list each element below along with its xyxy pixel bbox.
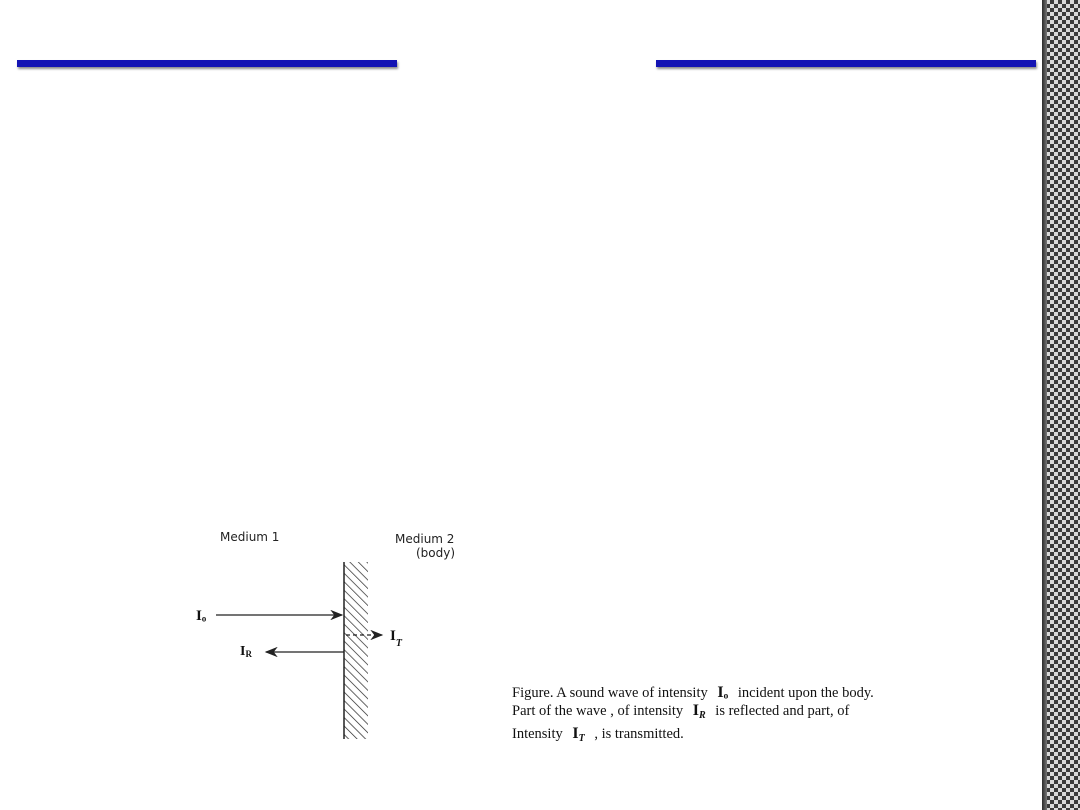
incident-symbol: Iₒ — [717, 684, 729, 701]
caption-line-3 — [512, 725, 982, 748]
caption-text: Intensity — [512, 726, 563, 742]
caption-text: is reflected and part, of — [715, 703, 850, 719]
transmitted-symbol: $I_T$ — [572, 725, 585, 744]
side-strip-edge — [1042, 0, 1047, 810]
medium-2-sublabel: (body) — [416, 546, 456, 560]
body-boundary-hatch — [344, 562, 368, 739]
caption-line-2 — [512, 702, 982, 725]
caption-line-1 — [512, 684, 982, 702]
caption-text: incident upon the body. — [737, 685, 874, 701]
transmitted-intensity-symbol: $I_T$ — [390, 628, 402, 649]
medium-1-label: Medium 1 — [220, 530, 280, 544]
reflection-diagram — [180, 520, 500, 750]
title-underline-right — [656, 60, 1036, 67]
caption-text: , is transmitted. — [594, 726, 684, 742]
caption-text: Figure. A sound wave of intensity — [512, 685, 708, 701]
title-underline-left — [17, 60, 397, 67]
incident-intensity-symbol: Iₒ — [196, 608, 207, 624]
medium-2-label: Medium 2 — [395, 532, 455, 546]
caption-text: Part of the wave , of intensity — [512, 703, 684, 719]
reflected-intensity-symbol: IR — [240, 644, 252, 659]
decorative-side-strip — [1042, 0, 1080, 810]
reflected-symbol: $I_R$ — [692, 702, 706, 721]
figure-caption — [512, 684, 982, 748]
